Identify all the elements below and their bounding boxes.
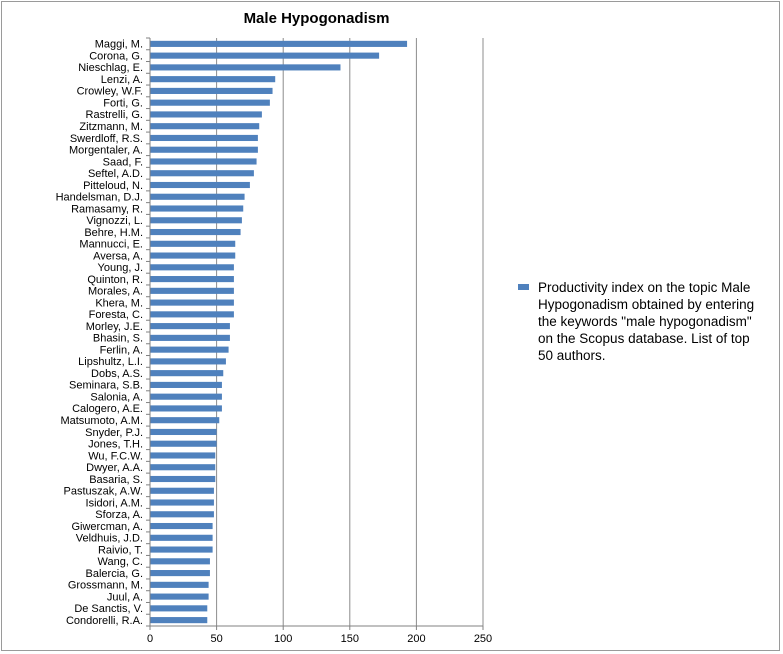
category-label-26: Bhasin, S. [92, 332, 143, 345]
category-label-36: Wu, F.C.W. [88, 450, 143, 463]
category-label-15: Ramasamy, R. [71, 203, 143, 216]
bar-41 [150, 511, 214, 517]
bar-46 [150, 570, 210, 576]
bar-42 [150, 523, 213, 529]
bar-15 [150, 205, 243, 211]
legend-label: Productivity index on the topic Male Hypogonadism obtained by entering the keywords "male hypogonadism" on the Scopus database. List of top 50 authors. [538, 280, 755, 363]
category-label-25: Morley, J.E. [85, 320, 143, 333]
category-label-45: Wang, C. [97, 556, 143, 569]
category-label-16: Vignozzi, L. [86, 215, 143, 228]
category-label-31: Salonia, A. [90, 391, 143, 404]
category-label-10: Morgentaler, A. [69, 144, 143, 157]
bar-40 [150, 499, 214, 505]
bar-2 [150, 53, 379, 59]
category-label-42: Giwercman, A. [71, 520, 143, 533]
bar-7 [150, 111, 262, 117]
category-label-12: Seftel, A.D. [87, 168, 143, 181]
bar-11 [150, 158, 257, 164]
bar-6 [150, 100, 270, 106]
category-label-39: Pastuszak, A.W. [63, 485, 143, 498]
bar-43 [150, 535, 213, 541]
bar-20 [150, 264, 234, 270]
bar-19 [150, 253, 235, 259]
category-label-23: Khera, M. [95, 297, 143, 310]
x-tick-label-250: 250 [473, 633, 493, 645]
bar-17 [150, 229, 241, 235]
category-label-47: Grossmann, M. [67, 579, 143, 592]
bar-25 [150, 323, 230, 329]
bar-50 [150, 617, 207, 623]
bar-29 [150, 370, 223, 376]
bar-18 [150, 241, 235, 247]
chart-title: Male Hypogonadism [243, 10, 390, 27]
bar-36 [150, 452, 215, 458]
bar-44 [150, 547, 213, 553]
category-label-27: Ferlin, A. [99, 344, 143, 357]
category-label-21: Quinton, R. [87, 273, 143, 286]
category-label-5: Crowley, W.F. [76, 85, 143, 98]
bar-13 [150, 182, 250, 188]
bar-23 [150, 300, 234, 306]
category-label-30: Seminara, S.B. [69, 379, 143, 392]
bar-21 [150, 276, 234, 282]
x-tick-label-50: 50 [210, 633, 223, 645]
category-label-18: Mannucci, E. [79, 238, 143, 251]
category-label-49: De Sanctis, V. [74, 603, 143, 616]
category-label-9: Swerdloff, R.S. [69, 132, 143, 145]
bar-3 [150, 64, 340, 70]
legend-swatch [518, 284, 529, 290]
category-label-43: Veldhuis, J.D. [75, 532, 143, 545]
x-tick-label-100: 100 [274, 633, 293, 645]
category-label-44: Raivio, T. [97, 544, 143, 557]
category-label-1: Maggi, M. [94, 38, 143, 51]
category-label-19: Aversa, A. [93, 250, 143, 263]
category-label-33: Matsumoto, A.M. [60, 415, 143, 427]
category-label-37: Dwyer, A.A. [86, 462, 143, 475]
category-label-24: Foresta, C. [88, 309, 143, 322]
category-label-11: Saad, F. [102, 156, 143, 169]
bar-1 [150, 41, 407, 47]
category-label-34: Snyder, P.J. [85, 426, 143, 439]
category-label-7: Rastrelli, G. [85, 109, 143, 122]
bar-38 [150, 476, 215, 482]
bar-22 [150, 288, 234, 294]
bar-8 [150, 123, 259, 129]
legend [518, 279, 768, 364]
category-label-50: Condorelli, R.A. [65, 614, 143, 627]
bar-16 [150, 217, 242, 223]
category-label-29: Dobs, A.S. [91, 367, 143, 380]
category-label-14: Handelsman, D.J. [55, 191, 143, 204]
bar-31 [150, 394, 222, 400]
bar-27 [150, 347, 229, 353]
bar-39 [150, 488, 214, 494]
category-label-40: Isidori, A.M. [85, 497, 143, 510]
bar-24 [150, 311, 234, 317]
bar-33 [150, 417, 219, 423]
bar-34 [150, 429, 217, 435]
category-label-2: Corona, G. [89, 50, 143, 63]
category-label-6: Forti, G. [103, 97, 143, 110]
category-label-28: Lipshultz, L.I. [78, 356, 143, 369]
bar-28 [150, 358, 226, 364]
category-label-41: Sforza, A. [95, 509, 143, 522]
category-label-48: Juul, A. [106, 591, 143, 604]
category-label-8: Zitzmann, M. [79, 121, 143, 133]
category-label-17: Behre, H.M. [84, 226, 143, 239]
bar-9 [150, 135, 258, 141]
bar-49 [150, 605, 207, 611]
category-label-20: Young, J. [97, 262, 143, 275]
category-label-38: Basaria, S. [89, 473, 143, 486]
category-label-46: Balercia, G. [85, 567, 143, 580]
bar-47 [150, 582, 209, 588]
bar-45 [150, 558, 210, 564]
bar-48 [150, 594, 209, 600]
category-label-3: Nieschlag, E. [78, 62, 143, 75]
bar-14 [150, 194, 245, 200]
bar-30 [150, 382, 222, 388]
category-label-22: Morales, A. [87, 285, 143, 298]
bar-10 [150, 147, 258, 153]
bar-26 [150, 335, 230, 341]
category-label-32: Calogero, A.E. [72, 403, 143, 416]
x-tick-label-0: 0 [146, 633, 154, 645]
bar-5 [150, 88, 273, 94]
x-tick-label-200: 200 [407, 633, 426, 645]
category-label-13: Pitteloud, N. [83, 179, 143, 192]
bar-35 [150, 441, 217, 447]
bar-37 [150, 464, 215, 470]
bar-32 [150, 405, 222, 411]
bar-12 [150, 170, 254, 176]
category-label-4: Lenzi, A. [100, 73, 143, 86]
bar-4 [150, 76, 275, 82]
category-label-35: Jones, T.H. [88, 438, 143, 451]
x-tick-label-150: 150 [340, 633, 359, 645]
